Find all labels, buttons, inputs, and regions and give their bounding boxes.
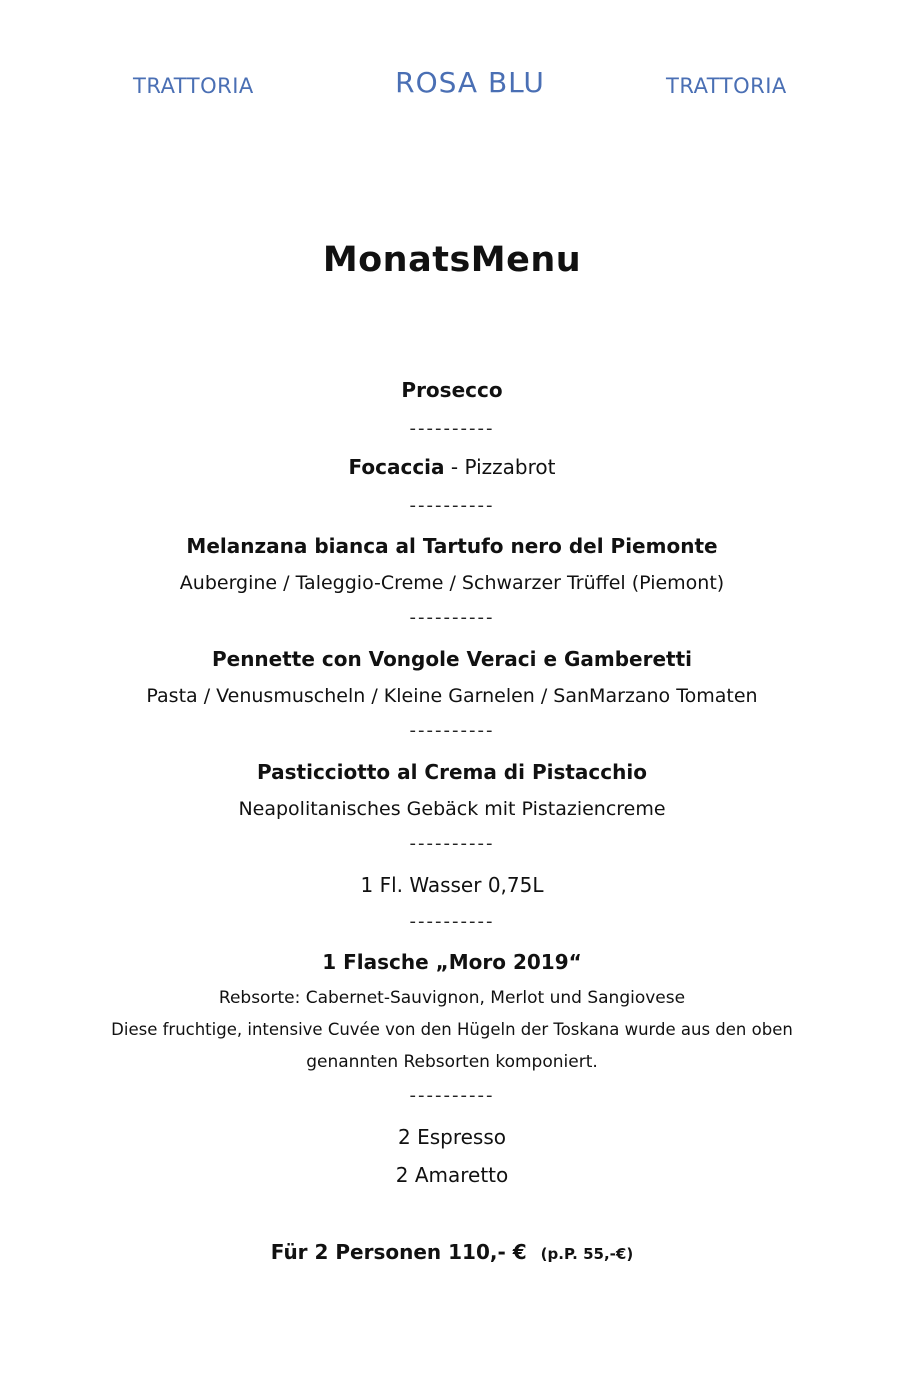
melanzana-desc: Aubergine / Taleggio-Creme / Schwarzer Trüffel (Piemont) bbox=[179, 572, 725, 594]
restaurant-name: ROSA BLU bbox=[395, 66, 545, 99]
course-focaccia bbox=[0, 455, 904, 479]
separator: ---------- bbox=[409, 495, 495, 516]
wine-grapes: Rebsorte: Cabernet-Sauvignon, Merlot und Sangiovese bbox=[218, 988, 686, 1008]
separator: ---------- bbox=[409, 1085, 495, 1106]
price-line bbox=[0, 1240, 904, 1264]
separator: ---------- bbox=[409, 833, 495, 854]
header-right-trattoria: TRATTORIA bbox=[666, 74, 787, 98]
course-water: 1 Fl. Wasser 0,75L bbox=[360, 873, 544, 897]
course-prosecco: Prosecco bbox=[401, 378, 503, 402]
course-pennette: Pennette con Vongole Veraci e Gamberetti bbox=[211, 647, 693, 671]
course-melanzana: Melanzana bianca al Tartufo nero del Piemonte bbox=[186, 534, 718, 558]
separator: ---------- bbox=[409, 911, 495, 932]
pennette-desc: Pasta / Venusmuscheln / Kleine Garnelen / SanMarzano Tomaten bbox=[146, 685, 758, 707]
focaccia-dash: - bbox=[444, 455, 465, 479]
page-title: MonatsMenu bbox=[322, 240, 582, 280]
separator: ---------- bbox=[409, 607, 495, 628]
separator: ---------- bbox=[409, 720, 495, 741]
focaccia-name: Focaccia bbox=[348, 455, 445, 479]
course-wine: 1 Flasche „Moro 2019“ bbox=[322, 950, 582, 974]
wine-desc-line-1: Diese fruchtige, intensive Cuvée von den Hügeln der Toskana wurde aus den oben bbox=[111, 1020, 793, 1039]
focaccia-desc: Pizzabrot bbox=[464, 455, 556, 479]
header-left-trattoria: TRATTORIA bbox=[133, 74, 254, 98]
course-amaretto: 2 Amaretto bbox=[395, 1163, 509, 1187]
wine-desc-line-2: genannten Rebsorten komponiert. bbox=[306, 1052, 598, 1072]
price-per-person: (p.P. 55,-€) bbox=[540, 1245, 634, 1263]
dessert-desc: Neapolitanisches Gebäck mit Pistaziencreme bbox=[238, 798, 666, 820]
price-total: Für 2 Personen 110,- € bbox=[270, 1240, 527, 1264]
course-espresso: 2 Espresso bbox=[398, 1125, 506, 1149]
separator: ---------- bbox=[409, 418, 495, 439]
course-dessert: Pasticciotto al Crema di Pistacchio bbox=[257, 760, 647, 784]
